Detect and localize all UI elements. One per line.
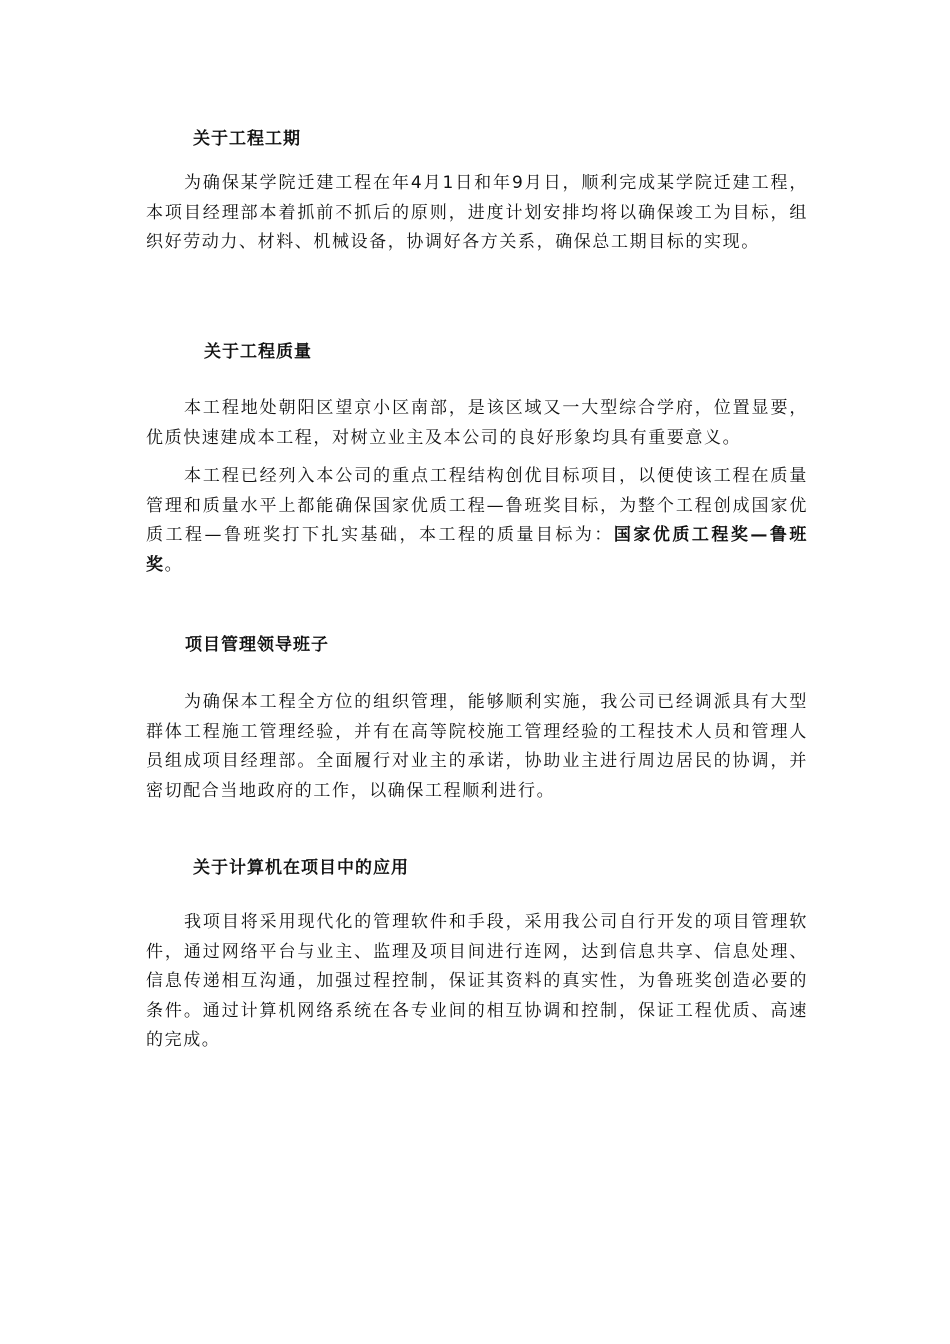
section-heading-leadership: 项目管理领导班子 xyxy=(185,635,329,655)
section-heading-schedule: 关于工程工期 xyxy=(193,129,301,149)
section-heading-computer: 关于计算机在项目中的应用 xyxy=(193,858,409,878)
paragraph-schedule: 为确保某学院迁建工程在年4月1日和年9月日，顺利完成某学院迁建工程，本项目经理部本着抓前不抓后的原则，进度计划安排均将以确保竣工为目标，组织好劳动力、材料、机械设备，协调好各方关系，确保总工期目标的实现。 xyxy=(146,173,808,252)
quality-goal-emphasis: 国家优质工程奖—鲁班奖 xyxy=(146,525,808,575)
section-heading-quality: 关于工程质量 xyxy=(204,342,312,362)
quality-goal-tail: 。 xyxy=(164,554,184,575)
paragraph-quality-location: 本工程地处朝阳区望京小区南部，是该区域又一大型综合学府，位置显要，优质快速建成本工程，对树立业主及本公司的良好形象均具有重要意义。 xyxy=(146,398,808,448)
paragraph-computer: 我项目将采用现代化的管理软件和手段，采用我公司自行开发的项目管理软件，通过网络平台与业主、监理及项目间进行连网，达到信息共享、信息处理、信息传递相互沟通，加强过程控制，保证其资料的真实性，为鲁班奖创造必要的条件。通过计算机网络系统在各专业间的相互协调和控制，保证工程优质、高速的完成。 xyxy=(146,912,808,1050)
paragraph-quality-goal xyxy=(146,462,808,580)
paragraph-quality-goal-text: 本工程已经列入本公司的重点工程结构创优目标项目，以便使该工程在质量管理和质量水平上都能确保国家优质工程—鲁班奖目标，为整个工程创成国家优质工程—鲁班奖打下扎实基础，本工程的质量目标为： xyxy=(146,466,808,545)
paragraph-leadership: 为确保本工程全方位的组织管理，能够顺利实施，我公司已经调派具有大型群体工程施工管理经验，并有在高等院校施工管理经验的工程技术人员和管理人员组成项目经理部。全面履行对业主的承诺，协助业主进行周边居民的协调，并密切配合当地政府的工作，以确保工程顺利进行。 xyxy=(146,692,808,801)
